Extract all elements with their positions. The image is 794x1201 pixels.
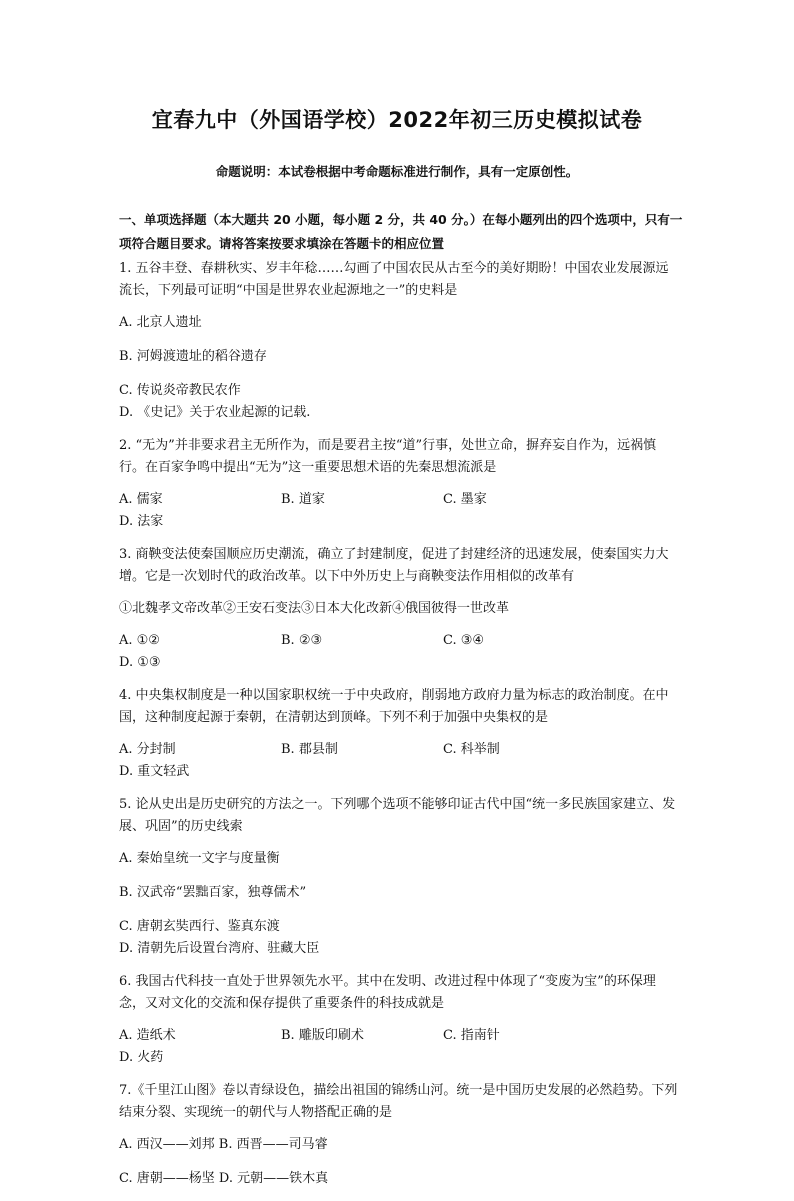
option-a: A. 分封制 (119, 742, 176, 757)
option-list (119, 739, 681, 783)
exam-note: 命题说明：本试卷根据中考命题标准进行制作，具有一定原创性。 (215, 164, 579, 179)
option-d: D. 火药 (119, 1050, 164, 1065)
option-c: C. 传说炎帝教民农作 (119, 383, 241, 398)
option-b: B. ②③ (281, 633, 323, 648)
option-c: C. ③④ (443, 633, 485, 648)
option-ab: A. 西汉——刘邦 B. 西晋——司马睿 (119, 1137, 328, 1152)
option-d: D. 清朝先后设置台湾府、驻藏大臣 (119, 941, 320, 956)
question-6 (119, 971, 681, 1069)
question-stem: 6. 我国古代科技一直处于世界领先水平。其中在发明、改进过程中体现了“变废为宝”的环保理念，又对文化的交流和保存提供了重要条件的科技成就是 (119, 974, 656, 1011)
option-a: A. 儒家 (119, 492, 163, 507)
option-d: D. 重文轻武 (119, 764, 190, 779)
option-cd: C. 唐朝——杨坚 D. 元朝——铁木真 (119, 1171, 329, 1186)
section-heading: 一、单项选择题（本大题共 20 小题，每小题 2 分，共 40 分。）在每小题列出的四个选项中，只有一 项符合题目要求。请将答案按要求填涂在答题卡的相应位置 (119, 212, 683, 251)
option-d: D. 法家 (119, 514, 164, 529)
option-list (119, 848, 681, 960)
question-3 (119, 544, 681, 674)
option-b: B. 汉武帝“罢黜百家，独尊儒术” (119, 885, 307, 900)
question-statements: ①北魏孝文帝改革②王安石变法③日本大化改新④俄国彼得一世改革 (119, 601, 510, 616)
question-5 (119, 794, 681, 960)
option-d: D. 《史记》关于农业起源的记载. (119, 405, 311, 420)
option-a: A. 北京人遗址 (119, 315, 202, 330)
option-list (119, 1134, 681, 1190)
option-b: B. 道家 (281, 492, 325, 507)
option-a: A. ①② (119, 633, 160, 648)
question-4 (119, 685, 681, 783)
question-stem: 3. 商鞅变法使秦国顺应历史潮流，确立了封建制度，促进了封建经济的迅速发展，使秦国实力大增。它是一次划时代的政治改革。以下中外历史上与商鞅变法作用相似的改革有 (119, 547, 669, 584)
option-c: C. 墨家 (443, 492, 487, 507)
option-list (119, 1025, 681, 1069)
question-stem: 5. 论从史出是历史研究的方法之一。下列哪个选项不能够印证古代中国“统一多民族国家建立、发展、巩固”的历史线索 (119, 797, 676, 834)
option-c: C. 指南针 (443, 1028, 500, 1043)
question-stem: 7.《千里江山图》卷以青绿设色，描绘出祖国的锦绣山河。统一是中国历史发展的必然趋势。下列结束分裂、实现统一的朝代与人物搭配正确的是 (119, 1083, 678, 1120)
question-stem: 4. 中央集权制度是一种以国家职权统一于中央政府，削弱地方政府力量为标志的政治制度。在中国，这种制度起源于秦朝，在清朝达到顶峰。下列不利于加强中央集权的是 (119, 688, 669, 725)
option-list (119, 489, 681, 533)
question-1 (119, 258, 681, 424)
page-title: 宜春九中（外国语学校）2022年初三历史模拟试卷 (151, 108, 643, 132)
question-7 (119, 1080, 681, 1190)
option-b: B. 郡县制 (281, 742, 338, 757)
question-2 (119, 435, 681, 533)
option-c: C. 唐朝玄奘西行、鉴真东渡 (119, 919, 280, 934)
question-list (119, 258, 681, 1201)
question-stem: 2. “无为”并非要求君主无所作为，而是要君主按“道”行事，处世立命，摒弃妄自作为，远祸慎行。在百家争鸣中提出“无为”这一重要思想术语的先秦思想流派是 (119, 438, 657, 475)
option-c: C. 科举制 (443, 742, 500, 757)
option-a: A. 造纸术 (119, 1028, 176, 1043)
option-b: B. 河姆渡遗址的稻谷遗存 (119, 349, 267, 364)
option-a: A. 秦始皇统一文字与度量衡 (119, 851, 280, 866)
option-b: B. 雕版印刷术 (281, 1028, 364, 1043)
question-stem: 1. 五谷丰登、春耕秋实、岁丰年稔……勾画了中国农民从古至今的美好期盼！中国农业发展源远流长，下列最可证明“中国是世界农业起源地之一”的史料是 (119, 261, 669, 298)
option-d: D. ①③ (119, 655, 161, 670)
option-list (119, 630, 681, 674)
option-list (119, 312, 681, 424)
